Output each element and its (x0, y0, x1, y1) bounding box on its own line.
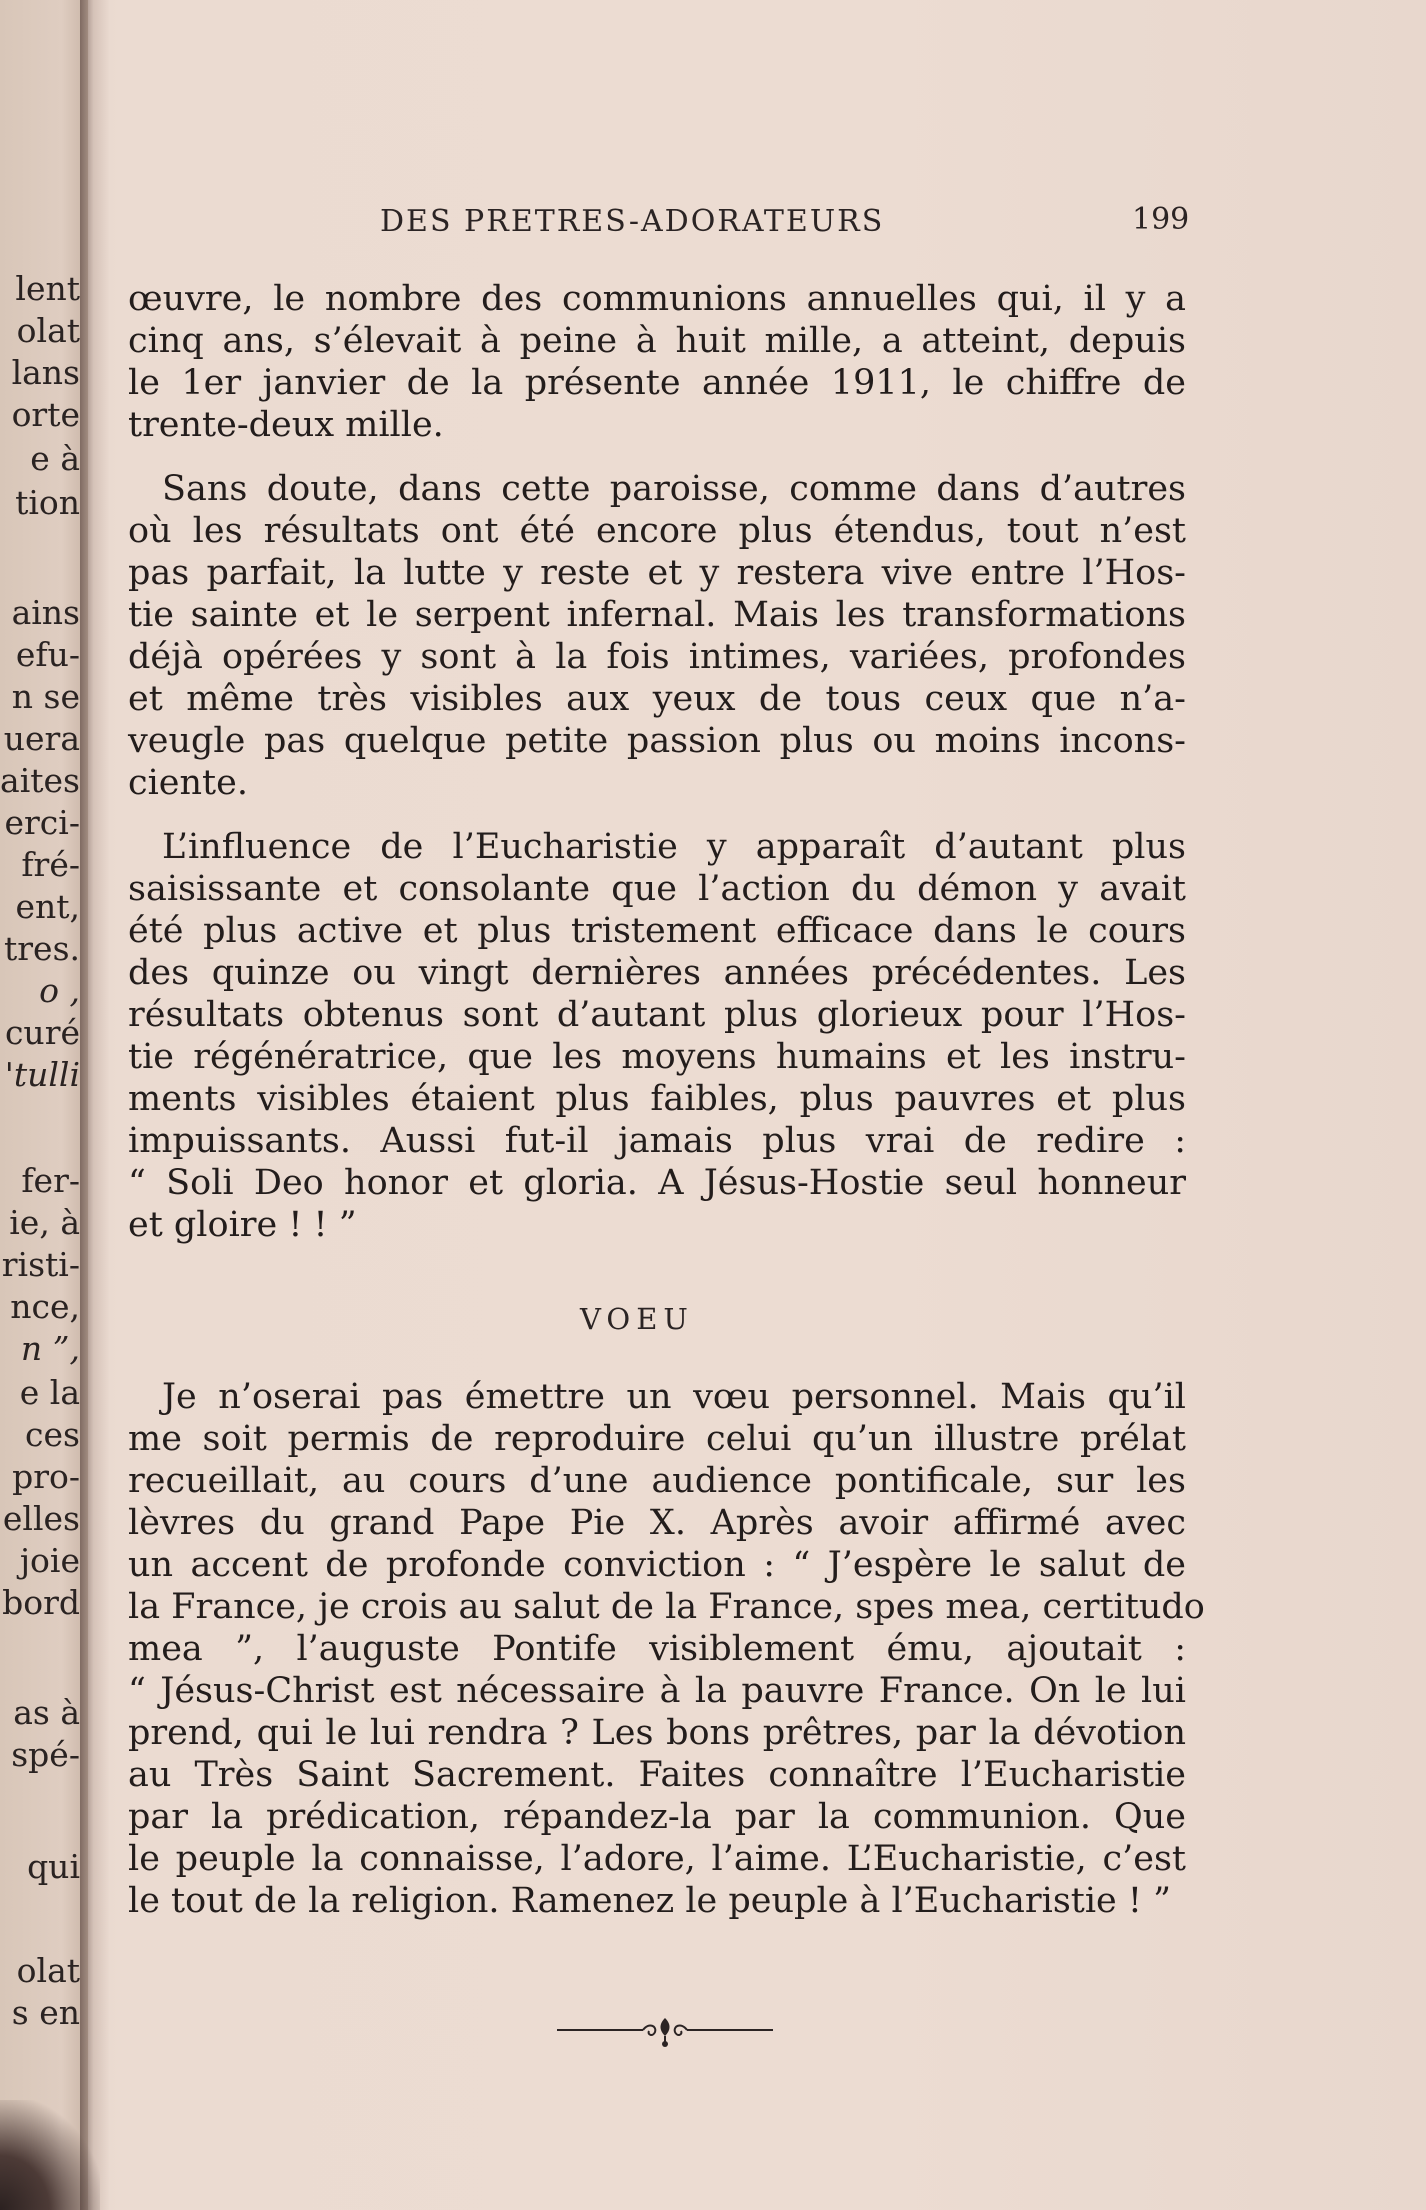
facing-page-edge (0, 0, 88, 2210)
body-line: par la prédication, répandez-la par la communion. Que (128, 1797, 1186, 1837)
body-line: Je n’oserai pas émettre un vœu personnel. Mais qu’il (162, 1377, 1186, 1417)
facing-fragment: olat (16, 1951, 80, 1990)
facing-fragment: aites (0, 761, 80, 800)
body-line: cinq ans, s’élevait à peine à huit mille, a atteint, depuis (128, 321, 1186, 361)
facing-fragment: e à (30, 439, 80, 478)
body-line: tie sainte et le serpent infernal. Mais les transformations (128, 595, 1186, 635)
facing-fragment: lent (15, 269, 80, 308)
facing-fragment: ains (11, 593, 80, 632)
facing-fragment: as à (13, 1693, 80, 1732)
body-line: trente-deux mille. (128, 405, 444, 445)
facing-fragment: nce, (10, 1287, 80, 1326)
facing-fragment: lans (11, 353, 80, 392)
facing-fragment: ces (25, 1415, 80, 1454)
facing-fragment: n ”, (20, 1329, 80, 1368)
body-line: et même très visibles aux yeux de tous ceux que n’a- (128, 679, 1186, 719)
body-line: prend, qui le lui rendra ? Les bons prêtres, par la dévotion (128, 1713, 1186, 1753)
body-line: tie régénératrice, que les moyens humains et les instru- (128, 1037, 1186, 1077)
body-line: été plus active et plus tristement efficace dans le cours (128, 911, 1186, 951)
fleuron-icon (555, 2010, 775, 2050)
facing-fragment: ie, à (9, 1203, 80, 1242)
facing-fragment: s en (11, 1993, 80, 2032)
facing-fragment: ent, (15, 887, 80, 926)
body-line: et gloire ! ! ” (128, 1205, 357, 1245)
facing-fragment: uera (3, 719, 80, 758)
body-line: “ Soli Deo honor et gloria. A Jésus-Hostie seul honneur (128, 1163, 1186, 1203)
facing-fragment: 'tulli (4, 1055, 80, 1094)
facing-fragment: pro- (12, 1457, 80, 1496)
facing-fragment: tres. (4, 929, 80, 968)
body-line: un accent de profonde conviction : “ J’espère le salut de (128, 1545, 1186, 1585)
body-line: le 1er janvier de la présente année 1911, le chiffre de (128, 363, 1186, 403)
body-line: où les résultats ont été encore plus étendus, tout n’est (128, 511, 1186, 551)
body-line: au Très Saint Sacrement. Faites connaître l’Eucharistie (128, 1755, 1186, 1795)
facing-fragment: joie (19, 1541, 80, 1580)
facing-fragment: orte (11, 395, 80, 434)
body-line: le tout de la religion. Ramenez le peuple à l’Eucharistie ! ” (128, 1881, 1171, 1921)
facing-fragment: erci- (4, 803, 80, 842)
facing-fragment: tion (15, 483, 80, 522)
facing-fragment: qui (27, 1847, 80, 1886)
binding-shadow (0, 2100, 100, 2210)
facing-fragment: fer- (21, 1161, 80, 1200)
body-line: veugle pas quelque petite passion plus ou moins incons- (128, 721, 1186, 761)
body-line: résultats obtenus sont d’autant plus glorieux pour l’Hos- (128, 995, 1186, 1035)
section-heading: VOEU (580, 1302, 694, 1336)
body-line: des quinze ou vingt dernières années précédentes. Les (128, 953, 1186, 993)
facing-fragment: e la (19, 1373, 80, 1412)
facing-fragment: olat (16, 311, 80, 350)
body-line: pas parfait, la lutte y reste et y restera vive entre l’Hos- (128, 553, 1186, 593)
facing-fragment: curé (4, 1013, 80, 1052)
facing-fragment: fré- (21, 845, 80, 884)
body-line: la France, je crois au salut de la France, spes mea, certitudo (128, 1587, 1205, 1627)
body-line: le peuple la connaisse, l’adore, l’aime. L’Eucharistie, c’est (128, 1839, 1186, 1879)
facing-fragment: n se (11, 677, 80, 716)
body-line: recueillait, au cours d’une audience pontificale, sur les (128, 1461, 1186, 1501)
body-line: “ Jésus-Christ est nécessaire à la pauvre France. On le lui (128, 1671, 1186, 1711)
body-line: œuvre, le nombre des communions annuelles qui, il y a (128, 279, 1186, 319)
facing-fragment: elles (2, 1499, 80, 1538)
facing-fragment: bord (2, 1583, 80, 1622)
facing-fragment: risti- (1, 1245, 80, 1284)
facing-fragment: spé- (11, 1735, 80, 1774)
page-number: 199 (1132, 202, 1190, 237)
body-line: ments visibles étaient plus faibles, plus pauvres et plus (128, 1079, 1186, 1119)
body-line: Sans doute, dans cette paroisse, comme dans d’autres (162, 469, 1186, 509)
body-line: déjà opérées y sont à la fois intimes, variées, profondes (128, 637, 1186, 677)
running-head: DES PRETRES-ADORATEURS (380, 204, 885, 239)
body-line: mea ”, l’auguste Pontife visiblement ému, ajoutait : (128, 1629, 1186, 1669)
gutter-shadow (80, 0, 110, 2210)
body-line: me soit permis de reproduire celui qu’un illustre prélat (128, 1419, 1186, 1459)
body-line: impuissants. Aussi fut-il jamais plus vrai de redire : (128, 1121, 1186, 1161)
body-line: saisissante et consolante que l’action du démon y avait (128, 869, 1186, 909)
body-line: ciente. (128, 763, 248, 803)
body-line: lèvres du grand Pape Pie X. Après avoir affirmé avec (128, 1503, 1186, 1543)
facing-fragment: o , (39, 971, 80, 1010)
facing-fragment: efu- (15, 635, 80, 674)
body-line: L’influence de l’Eucharistie y apparaît d’autant plus (162, 827, 1186, 867)
